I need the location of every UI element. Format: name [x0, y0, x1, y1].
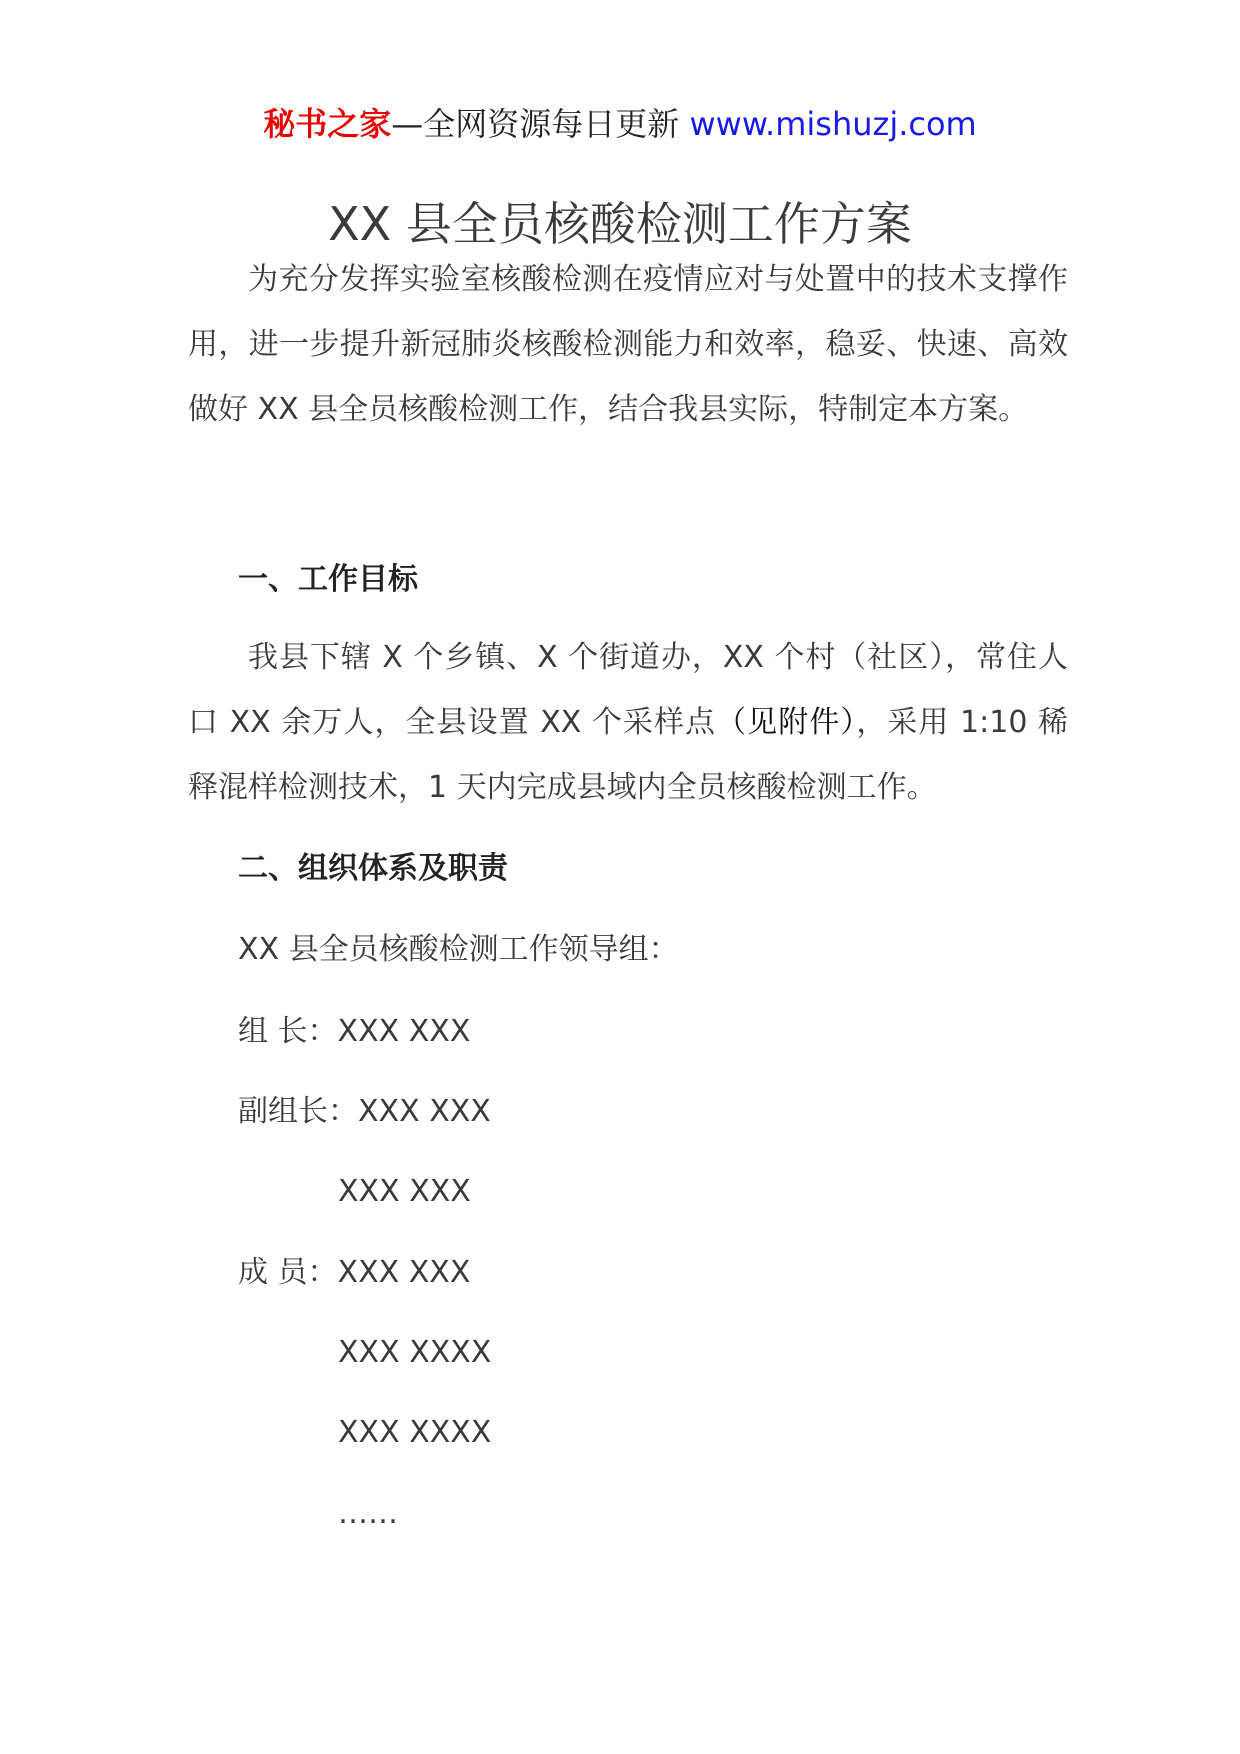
site-url-link[interactable]: www.mishuzj.com: [689, 105, 977, 143]
member-row: [238, 1251, 470, 1295]
section1-body: [188, 625, 1068, 820]
intro-paragraph: 为充分发挥实验室核酸检测在疫情应对与处置中的技术支撑作用，进一步提升新冠肺炎核酸检测能力和效率，稳妥、快速、高效做好 XX 县全员核酸检测工作，结合我县实际，特制定本方案。: [188, 262, 1068, 427]
deputy-value-2: XXX XXX: [338, 1174, 471, 1209]
member-label: 成 员：: [238, 1255, 338, 1290]
intro-section: [188, 247, 1068, 442]
section1-text-part1: 我县下辖 X 个乡镇、X 个街道办，XX 个村（社区），常住人口 XX 余万人，全县设置 XX 个采样点: [188, 640, 1068, 740]
section1-heading: 一、工作目标: [238, 562, 418, 597]
leader-row: [238, 1010, 470, 1054]
section1-paragraph: [188, 625, 1068, 820]
leadership-group-label: XX 县全员核酸检测工作领导组：: [238, 932, 679, 967]
deputy-value: XXX XXX: [358, 1094, 491, 1129]
deputy-label: 副组长：: [238, 1094, 358, 1129]
header-tagline: —全网资源每日更新: [391, 105, 680, 143]
document-title: XX 县全员核酸检测工作方案: [328, 197, 912, 251]
site-header: [0, 100, 1240, 148]
section2-heading: 二、组织体系及职责: [238, 851, 508, 886]
member-value: XXX XXX: [337, 1255, 471, 1290]
section1-text-part2: ，采用 1:10 稀释混样检测技术，1 天内完成县域内全员核酸检测工作。: [188, 705, 1069, 805]
leader-value: XXX XXX: [337, 1014, 471, 1049]
member-value-3: XXX XXXX: [338, 1415, 492, 1450]
leader-label: 组 长：: [238, 1014, 338, 1049]
attachment-reference: （见附件）: [716, 705, 857, 740]
deputy-row: [238, 1090, 491, 1134]
list-ellipsis: ……: [338, 1496, 398, 1531]
brand-name: 秘书之家: [263, 105, 392, 143]
member-value-2: XXX XXXX: [338, 1335, 492, 1370]
